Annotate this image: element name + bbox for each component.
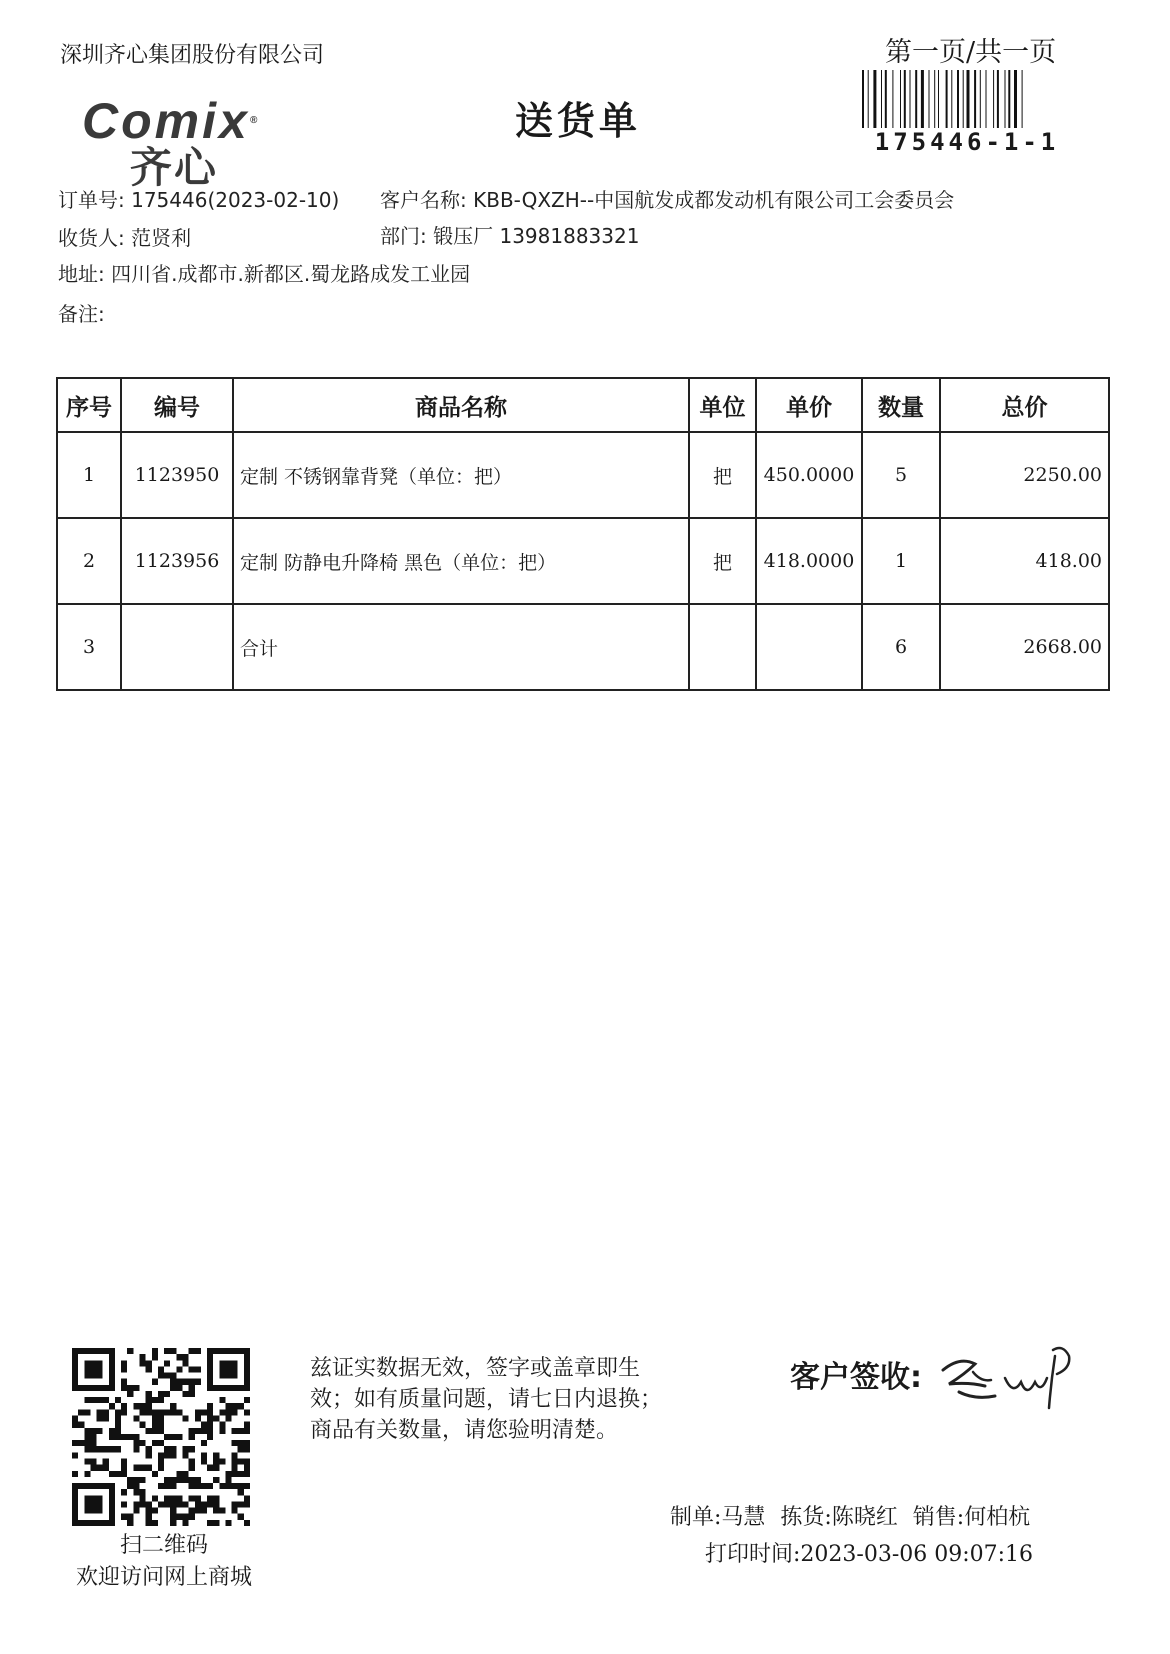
cell-qty: 1 <box>862 518 940 604</box>
handwritten-signature <box>935 1342 1085 1412</box>
remark-label: 备注: <box>58 302 105 326</box>
receiver-value: 范贤利 <box>131 226 192 250</box>
table-header-row <box>57 378 1109 432</box>
notice-line-1: 兹证实数据无效，签字或盖章即生 <box>310 1356 641 1381</box>
header-name: 商品名称 <box>233 378 689 432</box>
table-row <box>57 432 1109 518</box>
header-qty: 数量 <box>862 378 940 432</box>
address-line <box>58 258 470 287</box>
cell-code <box>121 604 233 690</box>
barcode-image <box>862 70 1070 128</box>
customer-signature-label: 客户签收: <box>790 1360 922 1395</box>
address-value: 四川省.成都市.新都区.蜀龙路成发工业园 <box>111 262 471 286</box>
cell-code: 1123950 <box>121 432 233 518</box>
cell-name: 合计 <box>233 604 689 690</box>
department-label: 部门: <box>380 224 427 248</box>
receiver-line <box>58 222 191 251</box>
barcode-number: 175446-1-1 <box>874 128 1060 156</box>
document-title: 送货单 <box>515 99 642 143</box>
qr-caption-line-1: 扫二维码 <box>119 1533 208 1558</box>
logo-text-en: Comix® <box>82 93 261 149</box>
header-seq: 序号 <box>57 378 121 432</box>
cell-total: 418.00 <box>940 518 1109 604</box>
staff-info: 制单:马慧 拣货:陈晓红 销售:何柏杭 <box>670 1505 1031 1530</box>
header-unit: 单位 <box>689 378 756 432</box>
logo-text-cn: 齐心 <box>130 143 219 192</box>
cell-seq: 3 <box>57 604 121 690</box>
cell-seq: 1 <box>57 432 121 518</box>
customer-value: KBB-QXZH--中国航发成都发动机有限公司工会委员会 <box>473 188 955 212</box>
header-code: 编号 <box>121 378 233 432</box>
remark-line <box>58 298 105 327</box>
cell-seq: 2 <box>57 518 121 604</box>
items-table <box>56 377 1110 691</box>
receiver-label: 收货人: <box>58 226 125 250</box>
notice-text <box>310 1353 662 1446</box>
table-row-total <box>57 604 1109 690</box>
department-value: 锻压厂 13981883321 <box>433 224 640 248</box>
qr-caption <box>54 1530 274 1594</box>
header-price: 单价 <box>756 378 862 432</box>
order-number-label: 订单号: <box>58 188 125 212</box>
qr-caption-line-2: 欢迎访问网上商城 <box>75 1565 252 1590</box>
table-row <box>57 518 1109 604</box>
cell-name: 定制 不锈钢靠背凳（单位：把） <box>233 432 689 518</box>
cell-unit: 把 <box>689 432 756 518</box>
cell-total: 2668.00 <box>940 604 1109 690</box>
cell-code: 1123956 <box>121 518 233 604</box>
cell-unit <box>689 604 756 690</box>
company-name: 深圳齐心集团股份有限公司 <box>60 43 325 68</box>
header-total: 总价 <box>940 378 1109 432</box>
comix-logo <box>82 93 261 192</box>
order-number-value: 175446(2023-02-10) <box>131 188 340 212</box>
cell-price: 450.0000 <box>756 432 862 518</box>
notice-line-3: 商品有关数量，请您验明清楚。 <box>310 1418 619 1443</box>
qr-code-image <box>72 1348 250 1526</box>
cell-price: 418.0000 <box>756 518 862 604</box>
cell-unit: 把 <box>689 518 756 604</box>
cell-qty: 6 <box>862 604 940 690</box>
print-time: 打印时间:2023-03-06 09:07:16 <box>705 1542 1034 1567</box>
order-number-line <box>58 184 339 213</box>
customer-label: 客户名称: <box>380 188 467 212</box>
notice-line-2: 效；如有质量问题，请七日内退换； <box>310 1387 663 1412</box>
department-line <box>380 220 639 249</box>
cell-name: 定制 防静电升降椅 黑色（单位：把） <box>233 518 689 604</box>
customer-line <box>380 184 954 213</box>
cell-price <box>756 604 862 690</box>
cell-qty: 5 <box>862 432 940 518</box>
address-label: 地址: <box>58 262 105 286</box>
cell-total: 2250.00 <box>940 432 1109 518</box>
page-info: 第一页/共一页 <box>885 37 1057 68</box>
